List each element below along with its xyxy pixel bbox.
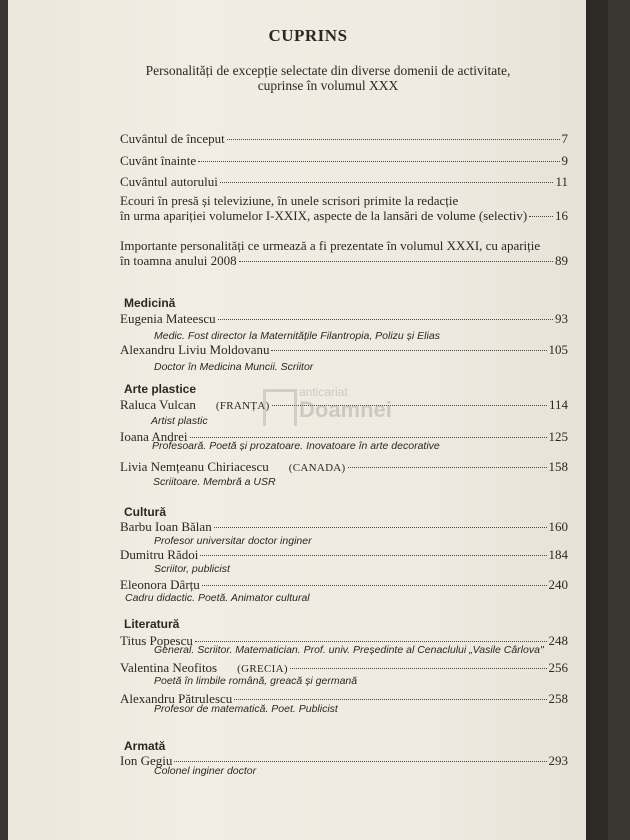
person-name: Dumitru Rădoi xyxy=(120,547,199,562)
person-page: 248 xyxy=(548,633,568,648)
toc-entry-cuvantul-de-inceput xyxy=(120,131,568,146)
subtitle-line-2: cuprinse în volumul XXX xyxy=(257,78,399,93)
entry-page: 11 xyxy=(555,174,568,189)
section-arte-plastice: Arte plastice xyxy=(124,382,197,396)
toc-person xyxy=(120,547,568,562)
section-cultura: Cultură xyxy=(124,505,166,519)
person-country: (FRANȚA) xyxy=(215,400,270,412)
person-page: 158 xyxy=(548,459,568,474)
person-name: Barbu Ioan Bălan xyxy=(120,519,212,534)
toc-entry-cuvantul-autorului xyxy=(120,174,568,189)
page-subtitle xyxy=(118,63,538,93)
entry-title-line-1: Importante personalități ce urmează a fi prezentate în volumul XXXI, cu apariție xyxy=(120,238,541,253)
person-description: Profesor universitar doctor inginer xyxy=(154,535,312,547)
person-page: 160 xyxy=(548,519,568,534)
watermark-icon xyxy=(263,389,297,426)
person-name: Titus Popescu xyxy=(120,633,193,648)
entry-title-line-2: în toamna anului 2008 xyxy=(120,253,237,268)
person-description: Profesor de matematică. Poet. Publicist xyxy=(154,703,338,715)
person-description: Artist plastic xyxy=(151,415,208,427)
person-page: 293 xyxy=(548,753,568,768)
person-name: Raluca Vulcan xyxy=(120,397,196,412)
person-description: General. Scriitor. Matematician. Prof. univ. Președinte al Cenaclului „Vasile Cârlova" xyxy=(154,644,544,656)
person-name: Valentina Neofitos xyxy=(120,660,218,675)
entry-page: 16 xyxy=(555,208,568,223)
person-page: 256 xyxy=(548,660,568,675)
page-title: CUPRINS xyxy=(268,26,348,45)
entry-page: 89 xyxy=(555,253,568,268)
toc-entry-importante xyxy=(120,238,568,268)
entry-page: 7 xyxy=(561,131,568,146)
entry-title: Cuvânt înainte xyxy=(120,153,197,168)
entry-title: Cuvântul autorului xyxy=(120,174,218,189)
entry-page: 9 xyxy=(561,153,568,168)
toc-person xyxy=(120,519,568,534)
book-page xyxy=(8,0,608,840)
person-name: Livia Nemțeanu Chiriacescu xyxy=(120,459,269,474)
person-name: Ioana Andrei xyxy=(120,429,188,444)
section-armata: Armată xyxy=(124,739,166,753)
person-description: Scriitoare. Membră a USR xyxy=(153,476,276,488)
person-page: 105 xyxy=(548,342,568,357)
person-page: 184 xyxy=(548,547,568,562)
section-literatura: Literatură xyxy=(124,617,180,631)
person-country: (CANADA) xyxy=(288,462,346,474)
person-page: 125 xyxy=(548,429,568,444)
person-description: Cadru didactic. Poetă. Animator cultural xyxy=(125,592,310,604)
watermark-line-1: anticariat xyxy=(299,385,348,399)
watermark-line-2: Doamnei xyxy=(299,397,392,422)
watermark-logo xyxy=(263,385,408,445)
person-name: Alexandru Pătrulescu xyxy=(120,691,233,706)
section-medicina: Medicină xyxy=(124,296,176,310)
page-spine-shadow xyxy=(586,0,608,840)
person-description: Poetă în limbile română, greacă și germană xyxy=(154,675,358,687)
person-description: Medic. Fost director la Maternitățile Filantropia, Polizu și Elias xyxy=(154,330,440,342)
person-country: (GRECIA) xyxy=(237,663,288,675)
toc-person xyxy=(120,459,568,476)
toc-entry-ecouri xyxy=(120,193,568,223)
person-description: Doctor în Medicina Muncii. Scriitor xyxy=(154,361,314,373)
person-name: Ion Gegiu xyxy=(120,753,173,768)
toc-person xyxy=(120,311,568,326)
person-page: 93 xyxy=(555,311,568,326)
person-name: Eugenia Mateescu xyxy=(120,311,216,326)
person-page: 240 xyxy=(548,577,568,592)
person-page: 114 xyxy=(548,397,568,412)
toc-person xyxy=(120,577,568,592)
toc-person xyxy=(120,342,568,357)
person-description: Profesoară. Poetă și prozatoare. Inovatoare în arte decorative xyxy=(152,440,440,452)
entry-title: Cuvântul de început xyxy=(120,131,225,146)
entry-title-line-1: Ecouri în presă și televiziune, în unele scrisori primite la redacție xyxy=(120,193,459,208)
toc-entry-cuvant-inainte xyxy=(120,153,568,168)
person-description: Scriitor, publicist xyxy=(154,563,230,575)
person-description: Colonel inginer doctor xyxy=(154,765,257,777)
person-name: Alexandru Liviu Moldovanu xyxy=(120,342,270,357)
entry-title-line-2: în urma apariției volumelor I-XXIX, aspecte de la lansări de volume (selectiv) xyxy=(120,208,528,223)
person-page: 258 xyxy=(548,691,568,706)
subtitle-line-1: Personalități de excepție selectate din diverse domenii de activitate, xyxy=(145,63,511,78)
person-name: Eleonora Dârțu xyxy=(120,577,200,592)
